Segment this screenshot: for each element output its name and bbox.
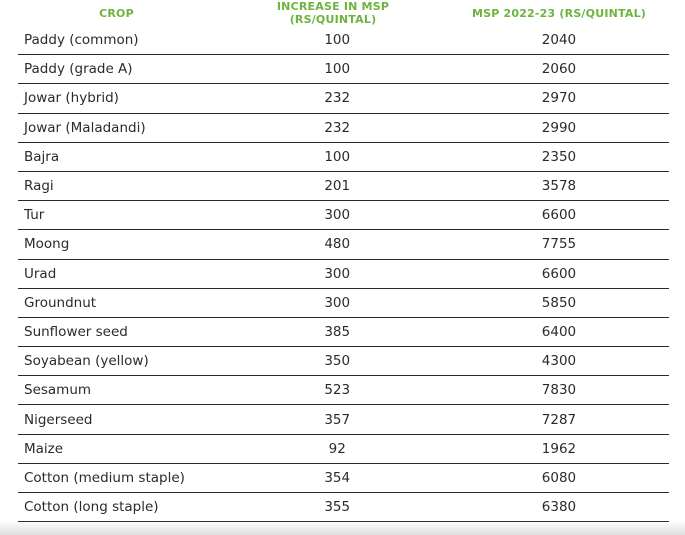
cell-increase: 300 bbox=[324, 294, 351, 311]
cell-crop: Tur bbox=[24, 207, 45, 224]
cell-increase: 100 bbox=[324, 148, 351, 165]
table-row bbox=[18, 172, 669, 201]
cell-msp: 2060 bbox=[541, 61, 577, 78]
table-row bbox=[18, 435, 669, 464]
cell-crop: Cotton (medium staple) bbox=[24, 469, 185, 486]
table-row bbox=[18, 201, 669, 230]
cell-increase: 232 bbox=[324, 90, 351, 107]
table-row bbox=[18, 84, 669, 113]
cell-crop: Nigerseed bbox=[24, 411, 93, 428]
cell-crop: Groundnut bbox=[24, 294, 97, 311]
table-row bbox=[18, 405, 669, 434]
table-row bbox=[18, 230, 669, 259]
header-increase: INCREASE IN MSP (RS/QUINTAL) bbox=[276, 0, 390, 26]
cell-increase: 350 bbox=[324, 353, 351, 370]
cell-crop: Maize bbox=[24, 440, 64, 457]
table-row bbox=[18, 376, 669, 405]
cell-msp: 6080 bbox=[541, 469, 577, 486]
cell-msp: 6380 bbox=[541, 499, 577, 516]
cell-msp: 3578 bbox=[541, 178, 577, 195]
cell-crop: Soyabean (yellow) bbox=[24, 353, 149, 370]
table-row bbox=[18, 26, 669, 55]
cell-crop: Jowar (Maladandi) bbox=[24, 119, 146, 136]
cell-crop: Cotton (long staple) bbox=[24, 499, 159, 516]
header-crop: CROP bbox=[99, 6, 134, 20]
cell-crop: Paddy (common) bbox=[24, 32, 139, 49]
cell-increase: 100 bbox=[324, 32, 351, 49]
cell-msp: 1962 bbox=[541, 440, 577, 457]
cell-increase: 355 bbox=[324, 499, 351, 516]
cell-increase: 92 bbox=[328, 440, 346, 457]
cell-msp: 6600 bbox=[541, 207, 577, 224]
cell-crop: Jowar (hybrid) bbox=[24, 90, 119, 107]
cell-msp: 2990 bbox=[541, 119, 577, 136]
bottom-fade bbox=[0, 521, 685, 535]
cell-msp: 7755 bbox=[541, 236, 577, 253]
table-row bbox=[18, 260, 669, 289]
cell-msp: 7830 bbox=[541, 382, 577, 399]
cell-msp: 2350 bbox=[541, 148, 577, 165]
cell-msp: 6600 bbox=[541, 265, 577, 282]
table-header bbox=[0, 0, 685, 26]
cell-msp: 5850 bbox=[541, 294, 577, 311]
cell-increase: 100 bbox=[324, 61, 351, 78]
cell-increase: 357 bbox=[324, 411, 351, 428]
table-body bbox=[0, 26, 685, 522]
cell-crop: Sunflower seed bbox=[24, 323, 128, 340]
cell-crop: Paddy (grade A) bbox=[24, 61, 133, 78]
cell-increase: 232 bbox=[324, 119, 351, 136]
cell-crop: Ragi bbox=[24, 178, 54, 195]
cell-msp: 4300 bbox=[541, 353, 577, 370]
cell-increase: 523 bbox=[324, 382, 351, 399]
cell-increase: 300 bbox=[324, 265, 351, 282]
table-row bbox=[18, 493, 669, 522]
cell-increase: 385 bbox=[324, 323, 351, 340]
cell-crop: Bajra bbox=[24, 148, 60, 165]
cell-increase: 354 bbox=[324, 469, 351, 486]
cell-crop: Urad bbox=[24, 265, 57, 282]
cell-msp: 7287 bbox=[541, 411, 577, 428]
table-row bbox=[18, 114, 669, 143]
cell-msp: 2040 bbox=[541, 32, 577, 49]
cell-msp: 2970 bbox=[541, 90, 577, 107]
cell-increase: 201 bbox=[324, 178, 351, 195]
table-row bbox=[18, 143, 669, 172]
cell-msp: 6400 bbox=[541, 323, 577, 340]
header-msp: MSP 2022-23 (RS/QUINTAL) bbox=[471, 6, 647, 20]
cell-crop: Sesamum bbox=[24, 382, 92, 399]
cell-crop: Moong bbox=[24, 236, 70, 253]
table-row bbox=[18, 347, 669, 376]
cell-increase: 300 bbox=[324, 207, 351, 224]
table-row bbox=[18, 55, 669, 84]
table-row bbox=[18, 464, 669, 493]
table-row bbox=[18, 318, 669, 347]
table-row bbox=[18, 289, 669, 318]
cell-increase: 480 bbox=[324, 236, 351, 253]
